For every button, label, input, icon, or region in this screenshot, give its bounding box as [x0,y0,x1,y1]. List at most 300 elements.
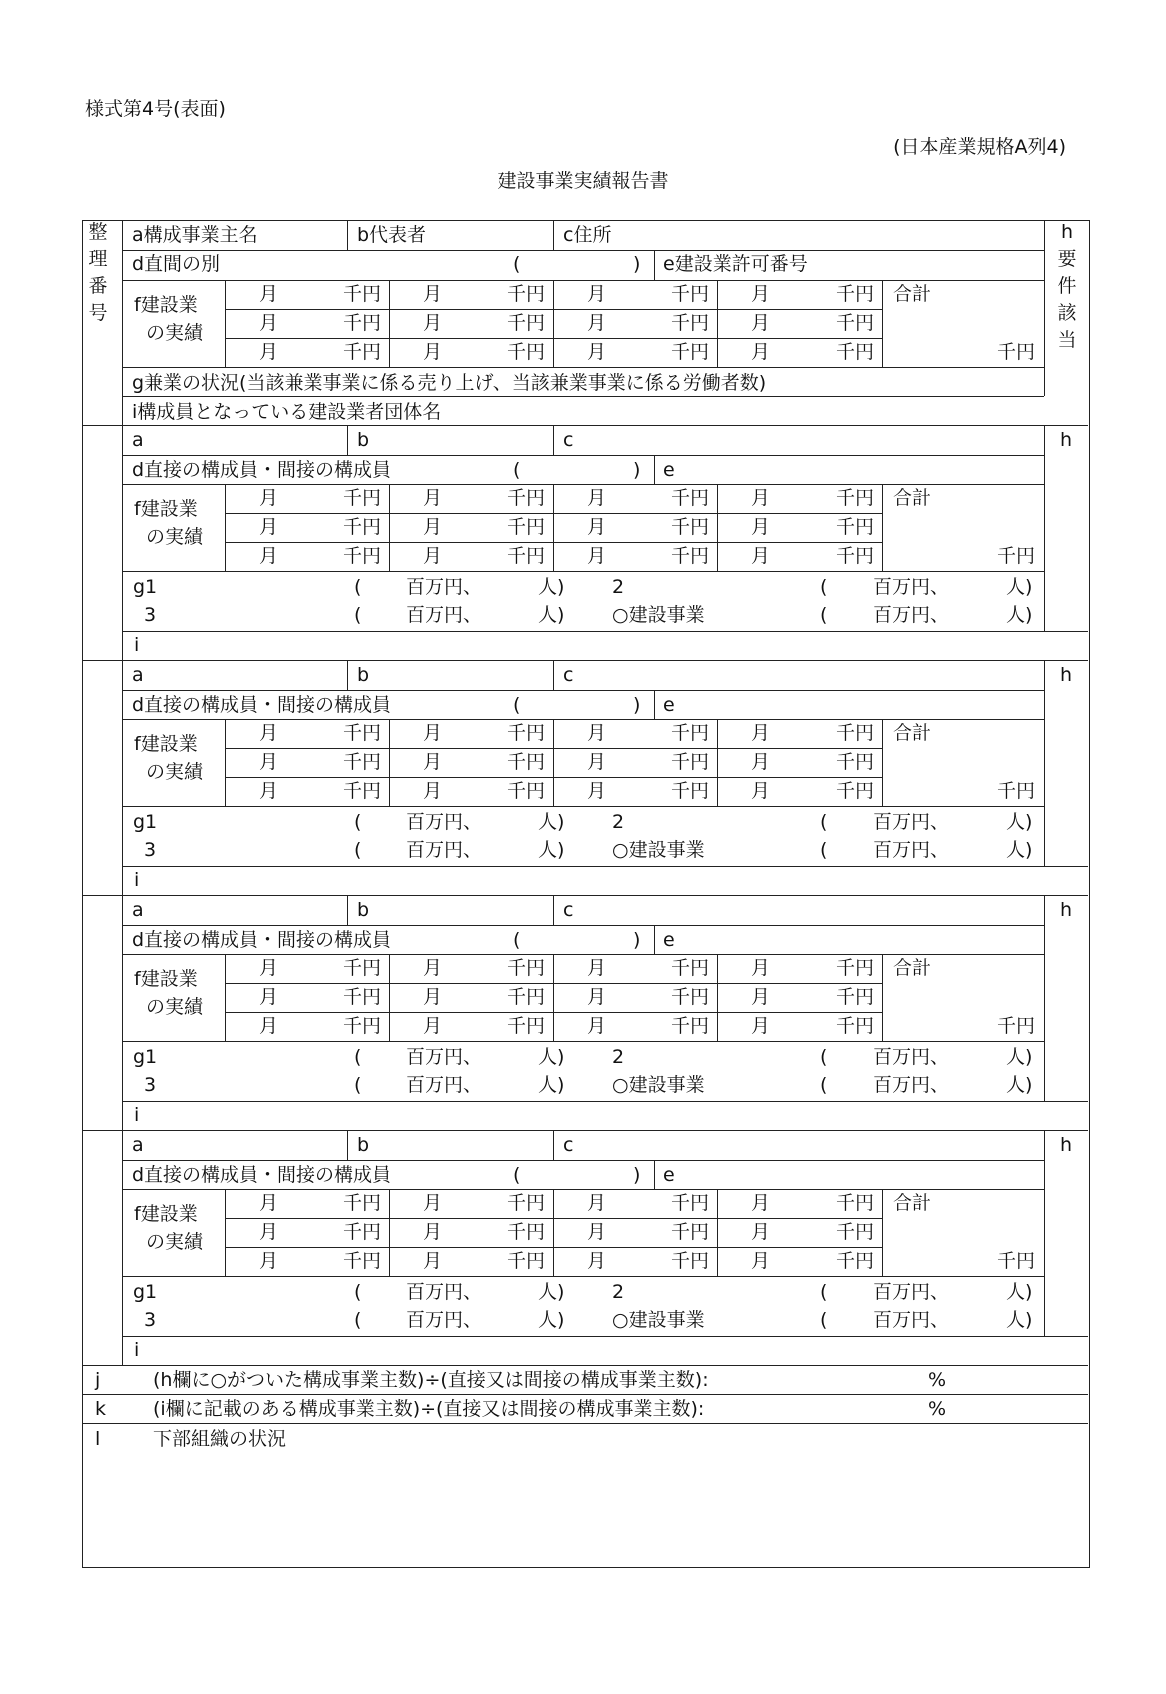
g3-label: 3 [144,839,157,861]
thousand-yen-label: 千円 [835,751,874,773]
million-yen-label: 百万円、 [873,1074,950,1096]
month-label: 月 [587,986,607,1008]
month-label: 月 [259,1221,279,1243]
total-unit-label: 千円 [996,341,1035,363]
thousand-yen-label: 千円 [670,1015,709,1037]
thousand-yen-label: 千円 [670,1192,709,1214]
grid-line [553,280,554,367]
i-association-name: i構成員となっている建設業者団体名 [132,401,442,423]
c-label: c [563,1134,574,1156]
thousand-yen-label: 千円 [506,312,545,334]
grid-line [717,1189,718,1276]
persons-label: 人) [1006,604,1033,626]
grid-line [1044,1130,1045,1336]
j-label: j [95,1369,101,1391]
construction-business-label: ○建設事業 [612,1309,705,1331]
construction-business-label: ○建設事業 [612,604,705,626]
grid-line [389,719,390,806]
thousand-yen-label: 千円 [506,780,545,802]
d-direct-indirect: d直間の別 [132,253,221,275]
thousand-yen-label: 千円 [506,751,545,773]
paren-open: ( [820,839,828,861]
k-percent: % [928,1398,947,1420]
thousand-yen-label: 千円 [670,312,709,334]
f-label-line1: f建設業 [134,498,198,520]
thousand-yen-label: 千円 [506,283,545,305]
grid-line [122,631,1088,632]
grid-line [553,660,554,690]
grid-line [882,954,883,1041]
grid-line [389,280,390,367]
grid-line [122,1101,1088,1102]
month-label: 月 [751,516,771,538]
persons-label: 人) [538,1046,565,1068]
month-label: 月 [587,957,607,979]
grid-line [882,719,883,806]
construction-business-label: ○建設事業 [612,839,705,861]
million-yen-label: 百万円、 [873,811,950,833]
thousand-yen-label: 千円 [835,1250,874,1272]
c-address: c住所 [563,224,612,246]
grid-line [389,954,390,1041]
thousand-yen-label: 千円 [506,1221,545,1243]
thousand-yen-label: 千円 [670,516,709,538]
month-label: 月 [751,341,771,363]
month-label: 月 [751,487,771,509]
month-label: 月 [259,957,279,979]
thousand-yen-label: 千円 [835,1192,874,1214]
paren-open: ( [354,576,362,598]
month-label: 月 [587,1015,607,1037]
paren-open: ( [820,1309,828,1331]
f-label-line2: の実績 [146,526,204,548]
grid-line [553,220,554,250]
grid-line [882,1189,883,1276]
total-label: 合計 [893,722,932,744]
grid-line [82,660,1088,661]
paren-open: ( [354,604,362,626]
grid-line [717,719,718,806]
total-label: 合計 [893,487,932,509]
month-label: 月 [587,722,607,744]
thousand-yen-label: 千円 [506,1250,545,1272]
month-label: 月 [751,780,771,802]
b-label: b [357,1134,370,1156]
grid-line [717,954,718,1041]
paren-open: ( [513,929,521,951]
grid-line [654,925,655,954]
month-label: 月 [587,312,607,334]
grid-line [1044,220,1045,396]
month-label: 月 [423,1015,443,1037]
g2-label: 2 [612,576,625,598]
g2-label: 2 [612,1281,625,1303]
e-license-number: e建設業許可番号 [663,253,808,275]
paren-open: ( [820,811,828,833]
f-label-line1: f建設業 [134,1203,198,1225]
e-label: e [663,929,675,951]
g2-label: 2 [612,811,625,833]
thousand-yen-label: 千円 [670,341,709,363]
month-label: 月 [259,516,279,538]
paren-open: ( [354,839,362,861]
month-label: 月 [423,341,443,363]
f-label-line2: の実績 [146,996,204,1018]
grid-line [389,484,390,571]
month-label: 月 [423,1250,443,1272]
million-yen-label: 百万円、 [406,1281,483,1303]
month-label: 月 [751,1250,771,1272]
month-label: 月 [587,751,607,773]
thousand-yen-label: 千円 [670,545,709,567]
month-label: 月 [423,957,443,979]
million-yen-label: 百万円、 [406,1046,483,1068]
paren-open: ( [513,253,521,275]
g1-label: g1 [133,576,158,598]
paren-open: ( [354,811,362,833]
i-label: i [134,634,140,656]
persons-label: 人) [1006,839,1033,861]
persons-label: 人) [1006,811,1033,833]
grid-line [82,1130,1088,1131]
grid-line [122,866,1088,867]
paren-open: ( [354,1046,362,1068]
persons-label: 人) [538,604,565,626]
grid-line [122,719,1044,720]
thousand-yen-label: 千円 [506,341,545,363]
thousand-yen-label: 千円 [835,545,874,567]
e-label: e [663,459,675,481]
grid-line [122,1336,1088,1337]
total-label: 合計 [893,283,932,305]
paren-open: ( [820,604,828,626]
paren-open: ( [820,576,828,598]
million-yen-label: 百万円、 [406,1309,483,1331]
thousand-yen-label: 千円 [835,957,874,979]
form-number: 様式第4号(表面) [85,98,226,120]
month-label: 月 [587,487,607,509]
h-label: h [1060,899,1073,921]
grid-line [122,1276,1044,1277]
l-label: l [95,1428,101,1450]
thousand-yen-label: 千円 [342,1015,381,1037]
grid-line [654,690,655,719]
month-label: 月 [751,957,771,979]
thousand-yen-label: 千円 [506,487,545,509]
grid-line [654,455,655,484]
thousand-yen-label: 千円 [835,516,874,538]
thousand-yen-label: 千円 [670,780,709,802]
thousand-yen-label: 千円 [506,957,545,979]
paren-close: ) [633,1164,641,1186]
f-label-line2: の実績 [146,761,204,783]
persons-label: 人) [538,1074,565,1096]
million-yen-label: 百万円、 [873,1309,950,1331]
a-label: a [132,1134,144,1156]
grid-line [347,660,348,690]
left-label-seiri-bango: 整 理 番 号 [88,221,108,324]
month-label: 月 [423,751,443,773]
grid-line [1044,895,1045,1101]
g2-label: 2 [612,1046,625,1068]
h-label: h [1060,664,1073,686]
paren-open: ( [820,1281,828,1303]
month-label: 月 [423,1192,443,1214]
million-yen-label: 百万円、 [406,839,483,861]
grid-line [654,250,655,280]
grid-line [553,425,554,455]
a-member-employer-name: a構成事業主名 [132,224,258,246]
c-label: c [563,429,574,451]
month-label: 月 [587,1250,607,1272]
grid-line [882,484,883,571]
b-label: b [357,429,370,451]
i-label: i [134,1339,140,1361]
month-label: 月 [423,1221,443,1243]
grid-line [122,280,1044,281]
thousand-yen-label: 千円 [670,986,709,1008]
f-label-line2: の実績 [146,1231,204,1253]
paper-size-note: (日本産業規格A列4) [893,136,1066,158]
paren-open: ( [354,1309,362,1331]
grid-line [654,1160,655,1189]
month-label: 月 [587,1221,607,1243]
total-label: 合計 [893,957,932,979]
thousand-yen-label: 千円 [835,487,874,509]
grid-line [347,425,348,455]
k-label: k [95,1398,107,1420]
grid-line [122,1041,1044,1042]
grid-line [122,455,1044,456]
month-label: 月 [751,1221,771,1243]
thousand-yen-label: 千円 [342,487,381,509]
month-label: 月 [423,283,443,305]
g-side-business-status: g兼業の状況(当該兼業事業に係る売り上げ、当該兼業事業に係る労働者数) [132,372,767,394]
month-label: 月 [587,283,607,305]
million-yen-label: 百万円、 [873,576,950,598]
thousand-yen-label: 千円 [342,780,381,802]
month-label: 月 [259,487,279,509]
paren-open: ( [354,1281,362,1303]
thousand-yen-label: 千円 [506,986,545,1008]
million-yen-label: 百万円、 [873,604,950,626]
i-label: i [134,1104,140,1126]
g3-label: 3 [144,1074,157,1096]
thousand-yen-label: 千円 [342,283,381,305]
grid-line [347,220,348,250]
thousand-yen-label: 千円 [342,751,381,773]
h-label: h [1060,1134,1073,1156]
c-label: c [563,899,574,921]
grid-line [1044,660,1045,866]
grid-line [553,719,554,806]
thousand-yen-label: 千円 [506,1015,545,1037]
thousand-yen-label: 千円 [835,1015,874,1037]
thousand-yen-label: 千円 [835,1221,874,1243]
million-yen-label: 百万円、 [406,1074,483,1096]
grid-line [717,280,718,367]
persons-label: 人) [538,1281,565,1303]
month-label: 月 [751,722,771,744]
f-label-line2: の実績 [146,322,204,344]
grid-line [122,690,1044,691]
thousand-yen-label: 千円 [342,1192,381,1214]
thousand-yen-label: 千円 [342,722,381,744]
month-label: 月 [259,1192,279,1214]
l-subordinate-status: 下部組織の状況 [153,1428,287,1450]
grid-line [82,425,1088,426]
grid-line [122,806,1044,807]
thousand-yen-label: 千円 [342,986,381,1008]
month-label: 月 [259,780,279,802]
grid-line [122,484,1044,485]
paren-close: ) [633,694,641,716]
d-label: d直接の構成員・間接の構成員 [132,1164,392,1186]
grid-line [122,396,1044,397]
grid-line [553,484,554,571]
a-label: a [132,429,144,451]
d-label: d直接の構成員・間接の構成員 [132,459,392,481]
grid-line [122,1130,123,1365]
grid-line [717,484,718,571]
persons-label: 人) [538,576,565,598]
construction-business-label: ○建設事業 [612,1074,705,1096]
grid-line [389,1189,390,1276]
paren-close: ) [633,459,641,481]
total-unit-label: 千円 [996,545,1035,567]
thousand-yen-label: 千円 [670,1221,709,1243]
paren-open: ( [820,1046,828,1068]
thousand-yen-label: 千円 [342,516,381,538]
month-label: 月 [259,1015,279,1037]
paren-open: ( [513,694,521,716]
grid-line [553,1189,554,1276]
thousand-yen-label: 千円 [342,957,381,979]
paren-open: ( [513,1164,521,1186]
paren-open: ( [513,459,521,481]
month-label: 月 [587,341,607,363]
g1-label: g1 [133,1046,158,1068]
thousand-yen-label: 千円 [835,312,874,334]
persons-label: 人) [1006,1046,1033,1068]
grid-line [122,660,123,895]
grid-line [122,425,123,660]
thousand-yen-label: 千円 [506,516,545,538]
thousand-yen-label: 千円 [835,986,874,1008]
grid-line [122,571,1044,572]
persons-label: 人) [1006,1309,1033,1331]
thousand-yen-label: 千円 [670,722,709,744]
h-label: h [1060,429,1073,451]
persons-label: 人) [538,839,565,861]
grid-line [122,925,1044,926]
grid-line [225,280,226,367]
month-label: 月 [259,545,279,567]
f-label-line1: f建設業 [134,294,198,316]
paren-open: ( [354,1074,362,1096]
thousand-yen-label: 千円 [506,1192,545,1214]
thousand-yen-label: 千円 [342,312,381,334]
total-label: 合計 [893,1192,932,1214]
month-label: 月 [587,1192,607,1214]
c-label: c [563,664,574,686]
paren-close: ) [633,253,641,275]
month-label: 月 [259,986,279,1008]
grid-line [122,954,1044,955]
month-label: 月 [259,1250,279,1272]
i-label: i [134,869,140,891]
paren-open: ( [820,1074,828,1096]
month-label: 月 [259,283,279,305]
thousand-yen-label: 千円 [670,957,709,979]
grid-line [347,895,348,925]
million-yen-label: 百万円、 [873,1046,950,1068]
month-label: 月 [587,516,607,538]
total-unit-label: 千円 [996,1015,1035,1037]
month-label: 月 [259,751,279,773]
g1-label: g1 [133,1281,158,1303]
month-label: 月 [423,780,443,802]
e-label: e [663,1164,675,1186]
grid-line [122,367,1044,368]
month-label: 月 [751,312,771,334]
month-label: 月 [587,545,607,567]
grid-line [225,719,226,806]
thousand-yen-label: 千円 [342,1250,381,1272]
month-label: 月 [259,722,279,744]
grid-line [553,954,554,1041]
thousand-yen-label: 千円 [670,1250,709,1272]
g3-label: 3 [144,604,157,626]
million-yen-label: 百万円、 [406,811,483,833]
thousand-yen-label: 千円 [342,545,381,567]
month-label: 月 [751,751,771,773]
grid-line [82,1394,1088,1395]
month-label: 月 [423,516,443,538]
d-label: d直接の構成員・間接の構成員 [132,694,392,716]
right-label-h-requirement: h 要 件 該 当 [1057,221,1077,351]
form-title: 建設事業実績報告書 [497,170,669,192]
grid-line [122,1189,1044,1190]
grid-line [1044,425,1045,631]
persons-label: 人) [1006,576,1033,598]
grid-line [225,954,226,1041]
b-representative: b代表者 [357,224,427,246]
k-formula: (i欄に記載のある構成事業主数)÷(直接又は間接の構成事業主数): [153,1398,705,1420]
month-label: 月 [751,986,771,1008]
thousand-yen-label: 千円 [670,487,709,509]
month-label: 月 [423,312,443,334]
month-label: 月 [751,283,771,305]
grid-line [225,1189,226,1276]
month-label: 月 [587,780,607,802]
g1-label: g1 [133,811,158,833]
million-yen-label: 百万円、 [873,839,950,861]
persons-label: 人) [1006,1074,1033,1096]
month-label: 月 [751,1192,771,1214]
thousand-yen-label: 千円 [670,751,709,773]
million-yen-label: 百万円、 [873,1281,950,1303]
grid-line [553,895,554,925]
b-label: b [357,664,370,686]
thousand-yen-label: 千円 [835,780,874,802]
grid-line [82,1365,1088,1366]
total-unit-label: 千円 [996,1250,1035,1272]
month-label: 月 [751,1015,771,1037]
j-percent: % [928,1369,947,1391]
grid-line [122,250,1044,251]
month-label: 月 [259,341,279,363]
